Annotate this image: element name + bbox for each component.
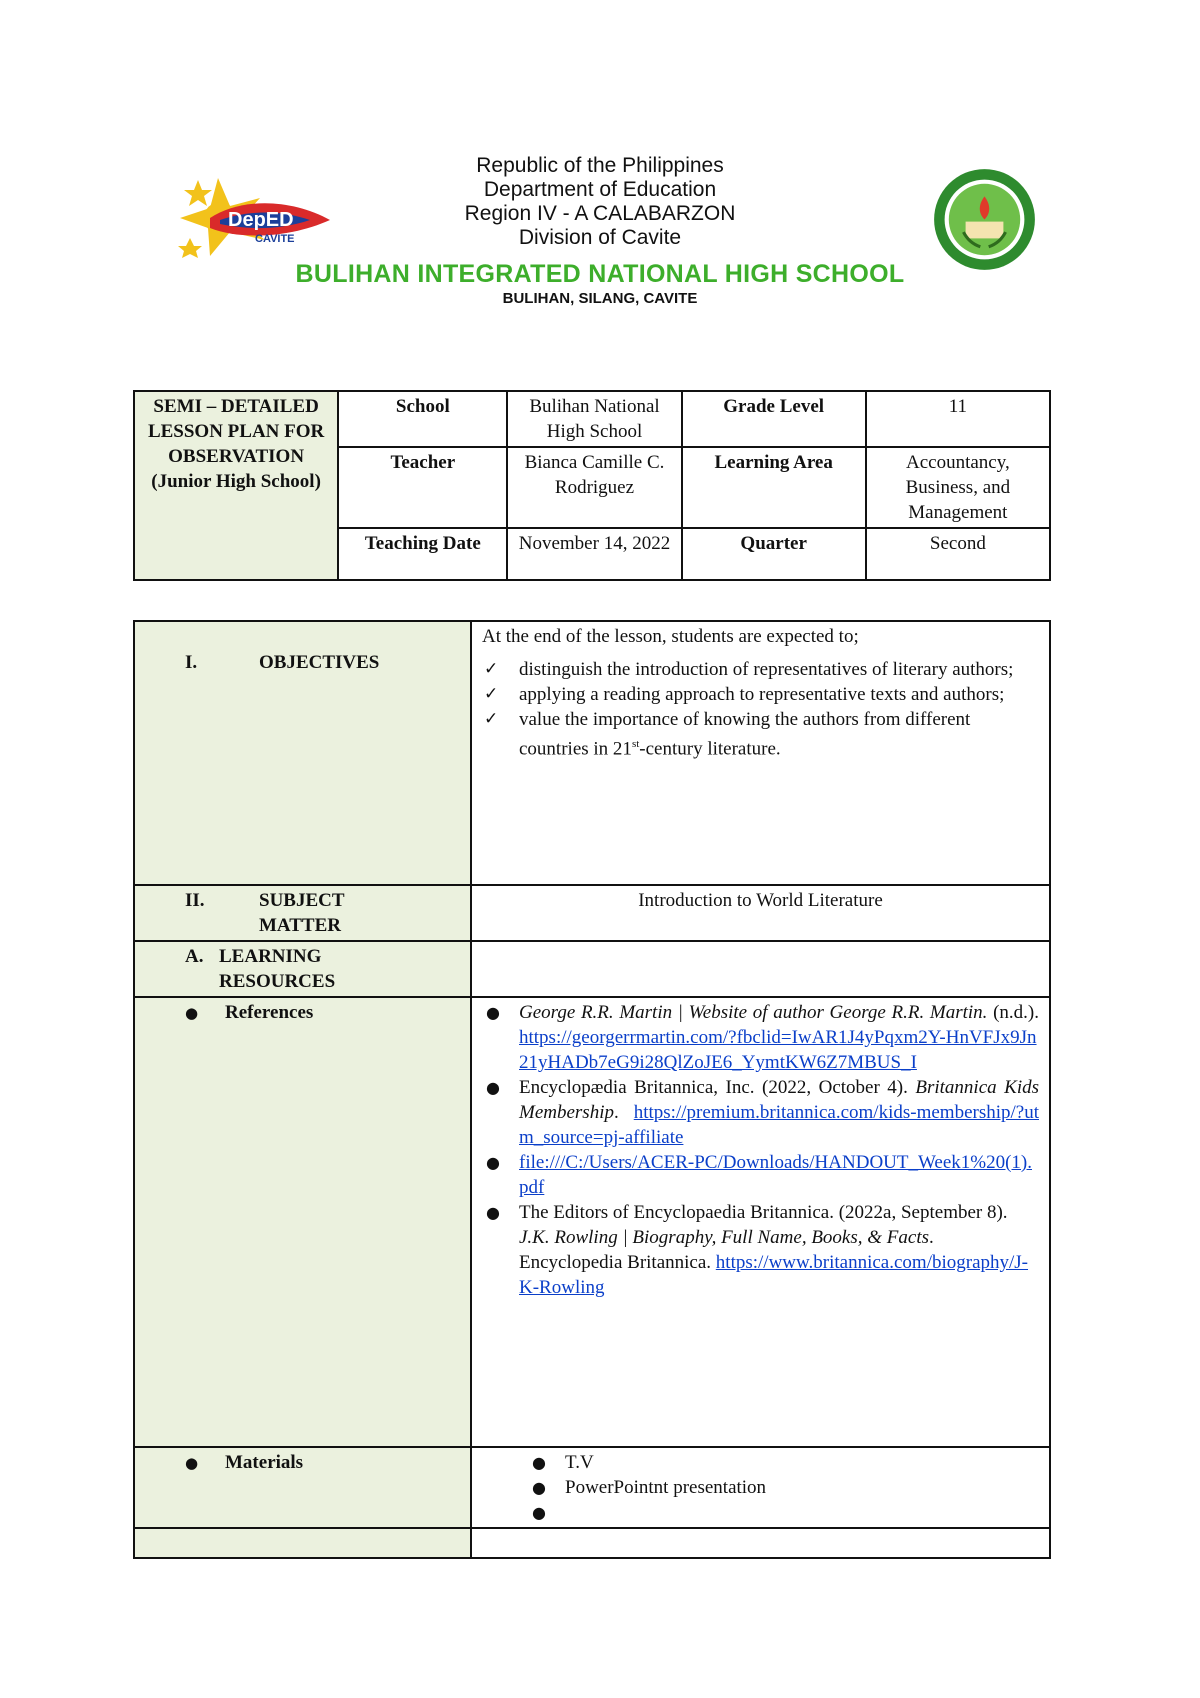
material-item: ● PowerPointnt presentation: [532, 1477, 767, 1498]
quarter-value: Second: [866, 528, 1050, 580]
bullet-icon: ●: [486, 1203, 500, 1222]
teaching-date-value: November 14, 2022: [507, 528, 681, 580]
bullet-icon: ●: [486, 1003, 500, 1022]
teacher-value: Bianca Camille C. Rodriguez: [507, 447, 681, 528]
school-seal-logo: [932, 167, 1037, 272]
school-label: School: [338, 391, 507, 447]
check-icon: ✓: [484, 659, 499, 679]
learning-resources-value: [471, 941, 1050, 997]
bullet-icon: ●: [185, 1004, 199, 1022]
bullet-icon: ●: [486, 1153, 500, 1172]
reference-link[interactable]: https://georgerrmartin.com/?fbclid=IwAR1J4yPqxm2Y-HnVFJx9Jn21yHADb7eG9i28QlZoJE6_YymtKW6Z7MBUS_I: [519, 1027, 1037, 1073]
bullet-icon: ●: [532, 1478, 546, 1497]
svg-text:CAVITE: CAVITE: [255, 233, 295, 245]
empty-heading-cell: [134, 1528, 471, 1558]
learning-resources-heading: [134, 941, 471, 997]
empty-content-cell: [471, 1528, 1050, 1558]
material-item: [482, 1500, 1039, 1525]
resources-letter: A.: [185, 946, 204, 967]
reference-item: ● The Editors of Encyclopaedia Britannica. (2022a, September 8). J.K. Rowling | Biography, Full Name, Books, & Facts. Encyclopedia Britannica. https://www.britannica.com/biography/J-K-Rowling: [486, 1202, 1029, 1298]
school-value: Bulihan National High School: [507, 391, 681, 447]
quarter-label: Quarter: [682, 528, 866, 580]
objectives-content: [471, 621, 1050, 885]
subject-matter-row: [134, 885, 1050, 941]
bullet-icon: ●: [532, 1503, 546, 1522]
subject-matter-value: Introduction to World Literature: [471, 885, 1050, 941]
plan-title: SEMI – DETAILED LESSON PLAN FOR OBSERVATION (Junior High School): [134, 391, 338, 580]
gov-line-division: Division of Cavite: [518, 226, 682, 249]
government-header: [400, 154, 800, 250]
objectives-numeral: I.: [185, 652, 198, 673]
school-address: BULIHAN, SILANG, CAVITE: [502, 290, 698, 307]
materials-label: Materials: [225, 1452, 304, 1473]
grade-level-label: Grade Level: [682, 391, 866, 447]
subject-matter-heading: [134, 885, 471, 941]
teacher-label: Teacher: [338, 447, 507, 528]
references-label: References: [225, 1002, 314, 1023]
objectives-row: [134, 621, 1050, 885]
references-row: [134, 997, 1050, 1447]
subject-numeral: II.: [185, 890, 205, 911]
learning-area-label: Learning Area: [682, 447, 866, 528]
teaching-date-label: Teaching Date: [338, 528, 507, 580]
objectives-title: OBJECTIVES: [259, 652, 380, 673]
check-icon: ✓: [484, 709, 499, 729]
materials-row: [134, 1447, 1050, 1528]
lesson-plan-table: [133, 620, 1051, 1559]
materials-content: [471, 1447, 1050, 1528]
bullet-icon: ●: [185, 1454, 199, 1472]
bullet-icon: ●: [532, 1453, 546, 1472]
objectives-heading: [134, 621, 471, 885]
deped-cavite-logo: [170, 158, 340, 258]
check-icon: ✓: [484, 684, 499, 704]
subject-title: SUBJECT MATTER: [259, 890, 345, 936]
objectives-list: [482, 657, 1039, 761]
resources-title: LEARNING RESOURCES: [219, 946, 336, 992]
reference-item: [482, 1150, 1039, 1200]
materials-heading: [134, 1447, 471, 1528]
learning-resources-row: [134, 941, 1050, 997]
objective-item: ✓ distinguish the introduction of representatives of literary authors;: [484, 659, 1014, 680]
references-list: [482, 1000, 1039, 1300]
grade-level-value: 11: [866, 391, 1050, 447]
svg-text:DepED: DepED: [228, 209, 294, 231]
lesson-info-table: [133, 390, 1051, 581]
empty-row: [134, 1528, 1050, 1558]
school-name: BULIHAN INTEGRATED NATIONAL HIGH SCHOOL: [295, 260, 905, 288]
document-header: [0, 0, 1200, 320]
reference-link[interactable]: file:///C:/Users/ACER-PC/Downloads/HANDOUT_Week1%20(1).pdf: [519, 1152, 1032, 1198]
objectives-intro: At the end of the lesson, students are expected to;: [482, 626, 859, 647]
references-content: [471, 997, 1050, 1447]
material-item: ● T.V: [532, 1452, 594, 1473]
gov-line-department: Department of Education: [483, 178, 717, 201]
references-heading: [134, 997, 471, 1447]
reference-item: ● Encyclopædia Britannica, Inc. (2022, October 4). Britannica Kids Membership. https://premium.britannica.com/kids-membership/?utm_source=pj-affiliate: [486, 1077, 1039, 1148]
gov-line-region: Region IV - A CALABARZON: [464, 202, 736, 225]
objective-item: ✓ value the importance of knowing the authors from different countries in 21st-century literature.: [484, 709, 971, 760]
objective-item: ✓ applying a reading approach to representative texts and authors;: [484, 684, 1005, 705]
gov-line-republic: Republic of the Philippines: [476, 154, 724, 177]
materials-list: [482, 1450, 1039, 1525]
bullet-icon: ●: [486, 1078, 500, 1097]
reference-item: ● George R.R. Martin | Website of author George R.R. Martin. (n.d.). https://georgerrmartin.com/?fbclid=IwAR1J4yPqxm2Y-HnVFJx9Jn21yHADb7eG9i28QlZoJE6_YymtKW6Z7MBUS_I: [486, 1002, 1039, 1073]
learning-area-value: Accountancy, Business, and Management: [866, 447, 1050, 528]
reference-link[interactable]: https://www.britannica.com/biography/J-K-Rowling: [519, 1252, 1029, 1298]
reference-link[interactable]: https://premium.britannica.com/kids-membership/?utm_source=pj-affiliate: [519, 1102, 1039, 1148]
